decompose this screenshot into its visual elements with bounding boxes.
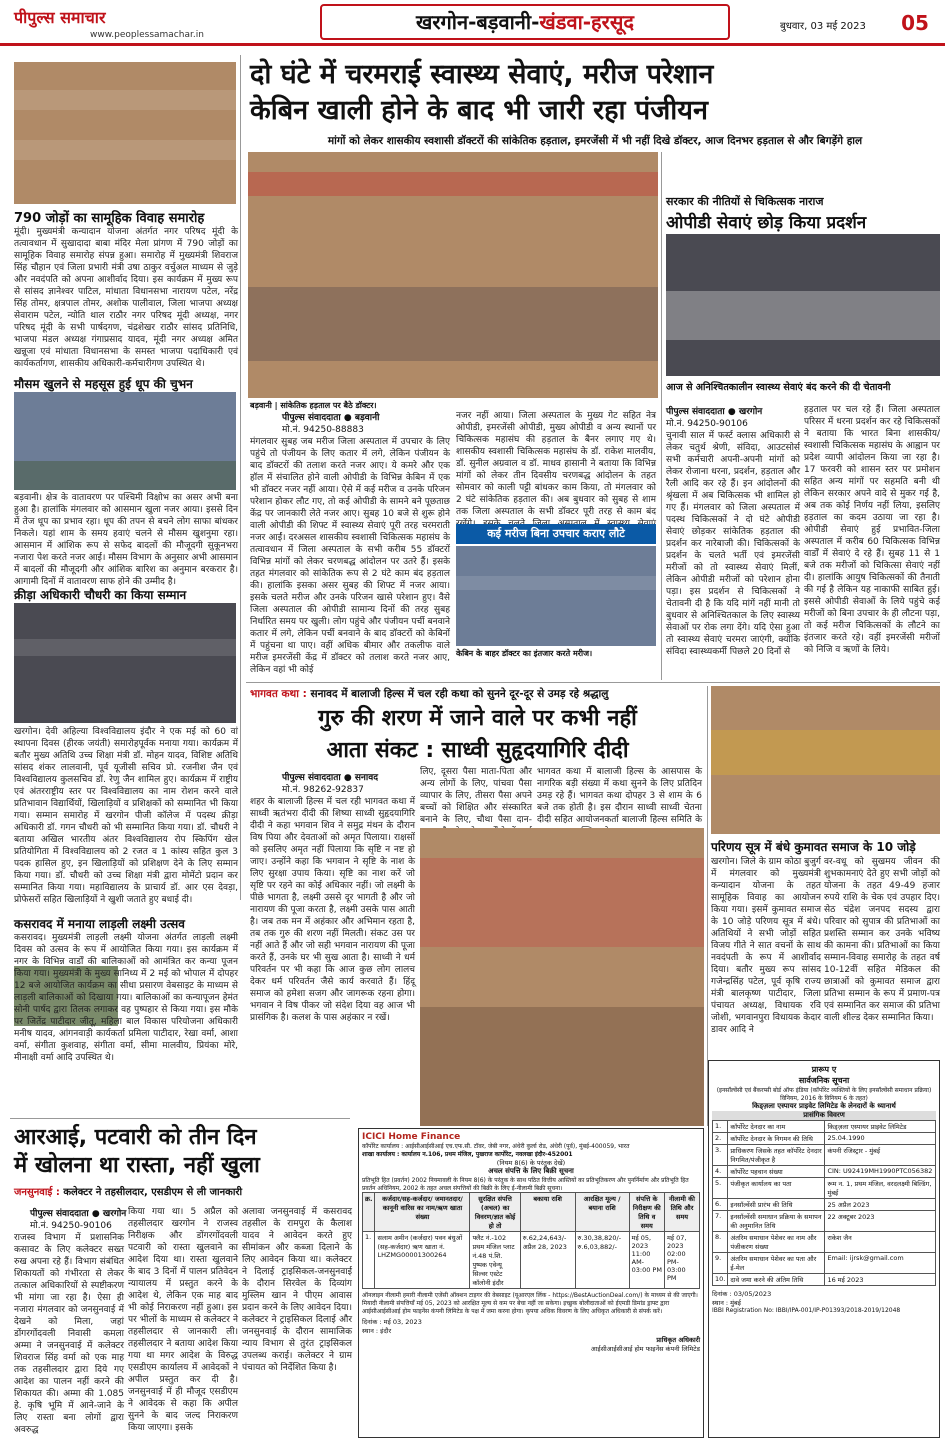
rasta-kicker <box>14 1184 354 1198</box>
form-cell: कॉर्पोरेट देनदार के निगमन की तिथि <box>728 1133 825 1145</box>
form-cell: इनसॉल्वेंसी प्रारंभ की तिथि <box>728 1199 825 1211</box>
icici-branch: शाखा कार्यालय : कार्यालय न.106, प्रथम मंजिल, पुखराज कार्पोरेट, नवलखा इंदौर-452001 <box>362 1151 573 1158</box>
icici-company: आईसीआईसीआई होम फाइनेंस कंपनी लिमिटेड <box>590 1345 700 1353</box>
icici-table <box>362 1192 700 1289</box>
form-table <box>712 1120 936 1286</box>
icici-cell: रु.62,24,643/- अप्रैल 28, 2023 <box>520 1232 575 1289</box>
vivah-headline: परिणय सूत्र में बंधे कुमावत समाज के 10 जोड़े <box>711 840 916 854</box>
story2-body: बड़वानी। क्षेत्र के वातावरण पर पश्चिमी विक्षोभ का असर अभी बना हुआ है। हालांकि मंगलवार को आसमान खुला नजर आया। इससे दिन में तेज धूप का प्रभाव रहा। धूप की तपन से बचने लोग साफा बांधकर निकले। यहां शाम के समय हवाएं चलने से मौसम खुशनुमा रहा। आसमान में आंशिक रूप से सफेद बादलों की मौजूदगी सुकूनभरा नजारा पेश करते नजर आई। मौसम विभाग के अनुसार अभी आसमान में बादलों की मौजूदगी और आंशिक बारिश का अनुमान बरकरार है। आगामी दिनों में वातावरण साफ होने की उम्मीद है। <box>14 493 238 587</box>
form-cell: कंपनी रजिस्ट्रार - मुंबई <box>825 1145 936 1166</box>
mass-wedding-photo <box>14 62 236 204</box>
icici-row <box>363 1232 700 1289</box>
icici-notice-title: (नियम 8(6) के परंतुक देखें) <box>496 1159 566 1167</box>
icici-cell: मई 07, 2023 02:00 PM-03:00 PM <box>664 1232 699 1289</box>
icici-header-cell: क्र. <box>363 1193 375 1232</box>
form-cell: 1. <box>713 1121 728 1133</box>
form-company-line: किड्ज़ला एस्पायर प्राइवेट लिमिटेड के लेनदारों के ध्यानार्थ <box>752 1102 896 1110</box>
form-a-notice <box>708 1060 940 1438</box>
form-cell: 16 मई 2023 <box>825 1274 936 1286</box>
katha-photo <box>420 828 704 1126</box>
form-footer-place: स्थान : मुंबई <box>712 1299 741 1307</box>
icici-notice-sub: अचल संपत्ति के लिए बिक्री सूचना <box>488 1167 574 1175</box>
lead-mobile: मो.नं. 94250-88883 <box>282 425 364 435</box>
form-ibbi: IBBI Registration No: IBBI/IPA-001/IP-P01393/2018-2019/12048 <box>712 1307 901 1314</box>
form-cell: Email: ijrsk@gmail.com <box>825 1253 936 1274</box>
story4-body: कसरावद। मुख्यमंत्री लाड़ली लक्ष्मी योजना अंतर्गत लाड़ली लक्ष्मी दिवस को उत्सव के रूप में आयोजित किया गया। इस कार्यक्रम में नगर के विभिन्न वार्डों की बालिकाओं को आमंत्रित कर कन्या पूजन किया गया। मुख्यमंत्री के मुख्य सानिध्य में 2 मई को भोपाल में दोपहर 12 बजे आयोजित कार्यक्रम का सीधा प्रसारण वेबसाइट के माध्यम से लाड़ली बालिकाओं को दिखाया गया। बालिकाओं का कन्यापूजन हेमंत सोनी पार्षद द्वारा तिलक लगाकर वह पुष्पहार से किया गया। इस मौके पर जितेंद्र पाटीदार जीतू, महिला बाल विकास परियोजना अधिकारी मनीष यादव, आंगनवाड़ी कार्यकर्ता प्रमिला पाटीदार, रेखा वर्मा, आशा वर्मा, संगीता कुशवाह, संगीता वर्मा, सीमा मालवीय, प्रियंका मोरे, मीनाक्षी वर्मा आदि उपस्थित थे। <box>14 933 238 1063</box>
waiting-patients-photo <box>456 546 656 646</box>
region-banner <box>320 4 730 40</box>
form-footer-date: दिनांक : 03/05/2023 <box>712 1290 772 1298</box>
rasta-body-a: राजस्व विभाग में प्रशासनिक कसावट के लिए कलेक्टर सख्त रुख अपना रहे हैं। विभाग संबंधित शिकायतों को गंभीरता से लेकर तत्काल अधिकारियों से स्पष्टीकरण भी मांगा जा रहा है। ऐसा ही नजारा मंगलवार को जनसुनवाई में देखने को मिला, जहां डोंगरगोंदवली निवासी कमला अम्मा ने जनसुनवाई में कलेक्टर शिवराज सिंह वर्मा को एक माह तक तहसीलदार द्वारा दिये गए आदेश का पालन नहीं करने की शिकायत की। अम्मा की 1.085 हे. कृषि भूमि में आने-जाने के लिए रास्ता बना लोगों द्वारा अवरुद्ध <box>14 1233 124 1435</box>
strike-photo <box>248 152 658 398</box>
form-row <box>713 1121 936 1133</box>
form-row <box>713 1166 936 1178</box>
section-divider <box>246 682 940 683</box>
form-row <box>713 1232 936 1253</box>
column-divider <box>661 152 662 680</box>
masthead <box>0 0 945 46</box>
inset-headline: कई मरीज बिना उपचार कराए लौटे <box>456 524 656 544</box>
form-cell: अंतरिम समाधान पेशेवर का नाम और पंजीकरण संख्या <box>728 1232 825 1253</box>
icici-header-cell: सुरक्षित संपत्ति (अचल) का विवरण/ज्ञात कोई हो तो <box>470 1193 520 1232</box>
rasta-headline-2: में खोलना था रास्ता, नहीं खुला <box>14 1153 260 1178</box>
column-divider <box>240 55 241 900</box>
katha-mobile: मो.नं. 98262-92837 <box>282 785 364 795</box>
katha-body-b: लिए, दूसरा पैसा माता-पिता और अन्य लोगों के लिए, पांचवा पैसा व्यापार के लिए, तीसरा पैसा अपने बच्चों को शिक्षित और संस्कारित बनाने के लिए, चौथा पैसा दान- <box>420 767 532 825</box>
form-cell: रूम न. 1, प्रथम मंजिल, वरदलक्ष्मी बिल्डिंग, मुंबई <box>825 1178 936 1199</box>
form-cell: 7. <box>713 1211 728 1232</box>
ops-byline: पीपुल्स संवाददाता ● खरगोन <box>666 407 763 417</box>
katha-body-a: शहर के बालाजी हिल्स में चल रही भागवत कथा में साध्वी ऋतंभरा दीदी की शिष्या साध्वी सुहृदयागिरि दीदी ने कहा भगवान शिव ने समुद्र मंथन के दौरान विष पिया और देवताओं को अमृत पिलाया। राक्षसों को इसलिए अमृत नहीं पिलाया कि सृष्टि न नष्ट हो जाए। उन्होंने कहा कि भगवान ने सृष्टि के नाश के लिए सुरक्षा उपाय किया। सृष्टि का नाश करें जो सृष्टि पर रहने का कोई अधिकार नहीं। जो लक्ष्मी के पीछे भागता है, लक्ष्मी उससे दूर भागती है और जो नारायण की पूजा करता है, लक्ष्मी उसके पास आती है। जब तक मन में अहंकार और अभिमान रहता है, तब तक गुरु की शरण नहीं मिलती। संकट उस पर नहीं आते हैं और जो सही भगवान नारायण की पूजा करते हैं, उनके घर भी सुख आता है। साध्वी ने धर्म परिवर्तन पर भी कहा कि आज कुछ लोग लालच देकर धर्म परिवर्तन जैसे कार्य करवाते हैं। हिंदू समाज को हमेशा सजग और जागरूक रहना होगा। भगवान ने विष पीकर जो संदेश दिया वह आज भी प्रासंगिक है। कलश के पास अहंकार न रखें। <box>250 797 415 1023</box>
form-cell: कॉर्पोरेट देनदार का नाम <box>728 1121 825 1133</box>
form-cell: 25 अप्रैल 2023 <box>825 1199 936 1211</box>
icici-header-cell: बकाया राशि <box>520 1193 575 1232</box>
form-cell: 5. <box>713 1178 728 1199</box>
dateline: बुधवार, 03 मई 2023 <box>780 21 866 32</box>
newspaper-logo: पीपुल्स समाचार <box>14 8 106 27</box>
form-cell: 3. <box>713 1145 728 1166</box>
form-cell: 10. <box>713 1274 728 1286</box>
award-photo <box>14 603 236 723</box>
icici-corporate: कॉर्पोरेट कार्यालय : आईसीआईसीआई एच.एफ.सी. टॉवर, जेबी नगर, अंधेरी कुर्ला रोड, अंधेरी (पूर्व), मुंबई-400059, भारत <box>362 1143 630 1150</box>
form-cell: दावे जमा करने की अंतिम तिथि <box>728 1274 825 1286</box>
ops-body-b: हड़ताल पर चल रहे हैं। जिला अस्पताल परिसर में धरना प्रदर्शन कर रहे चिकित्सकों ने बताया कि भारत बिना शासकीय/ स्वशासी चिकित्सक महासंघ के आह्वान पर प्रदेश व्यापी आंदोलन किया जा रहा है। 17 फरवरी को शासन स्तर पर प्रमोशन सहित अन्य मांगों पर सहमति बनी थी लेकिन सरकार अपने वादे से मुकर गई है, अब तक कोई निर्णय नहीं लिया, इसलिए हड़ताल का कदम उठाया जा रहा है। ओपीडी सेवाएं हुई प्रभावित-जिला अस्पताल में करीब 60 चिकित्सक विभिन्न वार्डों में सेवाएं दे रहे हैं। सुबह 11 से 1 बजे तक मरीजों को चिकित्सा सेवाएं नहीं दी। हालांकि आयुष चिकित्सकों की तैनाती की गई है लेकिन यह नाकाफी साबित हुई। इससे ओपीडी सेवाओं के लिये पहुंचे कई मरीजों को बिना उपचार के ही लौटना पड़ा, तो कई मरीज चिकित्सकों के लौटने का इंतजार करते रहे। वहीं इमरजेंसी मरीजों को निजि व ऋणों के लिये। <box>804 405 940 655</box>
form-title: प्रारूप ए <box>811 1065 837 1074</box>
rasta-body-c: अलावा जनसुनवाई में कसरावद तहसील के रामपुरा के कैलाश यादव ने आवेदन करते हुए सीमांकन और कब्जा दिलाने के लिए आवेदन किया था। कलेक्टर ने दिलाई ट्राइसिकल-जनसुनवाई के दौरान सिरवेल के दिव्यांग मुस्लिम खान ने पीएम आवास प्रदान करने के लिए आवेदन दिया। कलेक्टर ने ट्राइसिकल दिलाई और जनसुनवाई के दौरान सामाजिक न्याय विभाग से तुरंत ट्राइसिकल उपलब्ध कराई। कलेक्टर ने ग्राम पंचायत को निर्देशित किया है। <box>242 1207 352 1373</box>
icici-logo: ICICI Home Finance <box>362 1132 461 1142</box>
form-row <box>713 1133 936 1145</box>
form-section: प्रासंगिक विवरण <box>712 1111 936 1120</box>
icici-body: ऑनलाइन नीलामी हमारी नीलामी एजेंसी ऑक्शन टाइगर की वेबसाइट (यूआरएल लिंक - https://BestAuctionDeal.com/) के माध्यम से की जाएगी। मियादी नीलामी संपत्तियाँ मई 05, 2023 को आरक्षित मूल्य से कम पर बेचा नहीं जा सकेगा। इच्छुक बोलीदाताओं को ईएमडी डिमांड ड्राफ्ट द्वारा आईसीआईसीआई होम फाइनेंस कंपनी लिमिटेड के पक्ष में जमा करना होगा। कृपया अधिक विवरण के लिए अधिकृत अधिकारी से संपर्क करें। <box>362 1292 698 1315</box>
region-red: खंडवा-हरसूद <box>539 10 634 34</box>
icici-date: दिनांक : मई 03, 2023 <box>362 1318 422 1326</box>
page-number: 05 <box>901 11 929 35</box>
katha-kicker-red: भागवत कथा : <box>250 688 307 700</box>
story1-body: मूंदी। मुख्यमंत्री कन्यादान योजना अंतर्गत नगर परिषद मूंदी के तत्वावधान में सुखादादा बाबा मंदिर मेला प्रांगण में 790 जोड़ों का सामूहिक विवाह समारोह संपन्न हुआ। समारोह में मुख्यमंत्री शिवराज सिंह चौहान एवं जिला प्रभारी मंत्री उषा ठाकुर वर्चुअल माध्यम से जुड़े और नवदंपति को अपना आशीर्वाद दिया। इस कार्यक्रम में मुख्य रूप से सांसद ज्ञानेश्वर पाटिल, मांधाता विधानसभा नारायण पटेल, नरेंद्र सिंह तोमर, क्षत्रपाल तोमर, अशोक पालीवाल, जिला भाजपा अध्यक्ष सेवाराम पटेल, न्योति थाल राठौर नगर परिषद मूंदी अध्यक्ष, नगर परिषद मूंदी के सभी पार्षदगण, चंद्रशेखर राठौर सांसद प्रतिनिधि, भाजपा मंडल अध्यक्ष गंगाप्रसाद यादव, मूंदी नगर अध्यक्ष अमित खन्नूजा एवं मांधाता विधानसभा के समस्त भाजपा पदाधिकारी एवं कार्यकर्तागण, शासकीय अधिकारी-कर्मचारीगण उपस्थित थे। <box>14 227 238 369</box>
lead-byline: पीपुल्स संवाददाता ● बड़वानी <box>282 413 380 423</box>
form-row <box>713 1199 936 1211</box>
form-cell: 8. <box>713 1232 728 1253</box>
form-cell: 22 अक्टूबर 2023 <box>825 1211 936 1232</box>
form-subtitle: सार्वजनिक सूचना <box>798 1076 850 1085</box>
form-row <box>713 1274 936 1286</box>
form-cell: प्राधिकरण जिसके तहत कॉर्पोरेट देनदार निगमित/पंजीकृत है <box>728 1145 825 1166</box>
form-row <box>713 1211 936 1232</box>
form-cell: 2. <box>713 1133 728 1145</box>
form-cell: 25.04.1990 <box>825 1133 936 1145</box>
story1-headline: 790 जोड़ों का सामूहिक विवाह समारोह <box>14 211 205 226</box>
story3-body: खरगोन। देवी अहिल्या विश्वविद्यालय इंदौर ने एक मई को 60 वां स्थापना दिवस (हीरक जयंती) समारोहपूर्वक मनाया गया। कार्यक्रम में बतौर मुख्य अतिथि उच्च शिक्षा मंत्री डॉ. मोहन यादव, विशिष्ट अतिथि सांसद शंकर लालवानी, पूर्व यूजीसी सचिव प्रो. रजनीश जैन एवं विश्वविद्यालय कुलसचिव डॉ. रेणु जैन शामिल हुए। कार्यक्रम में राष्ट्रीय एवं अंतरराष्ट्रीय स्तर पर विश्वविद्यालय का नाम रोशन करने वाले प्रतिभावान विद्यार्थियों, खिलाड़ियों व प्रशिक्षकों को सम्मानित भी किया गया। सम्मान समारोह में खरगोन पीजी कॉलेज में पदस्थ क्रीड़ा अधिकारी डॉ. गगन चौधरी को भी सम्मानित किया गया। डॉ. चौधरी ने बताया अखिल भारतीय अंतर विश्वविद्यालय रोप स्किपिंग खेल प्रतियोगिता में विश्वविद्यालय को 2 रजत व 1 कांस्य सहित कुल 3 पदक हासिल हुए, इन खिलाड़ियों को प्रशिक्षण देने के लिए सम्मान किया गया। डॉ. चौधरी को उच्च शिक्षा मंत्री द्वारा मोमेंटो प्रदान कर सम्मानित किया गया। महाविद्यालय के प्राचार्य डॉ. आर एस देवड़ा, प्रोफेसरों सहित खिलाड़ियों ने खुशी जताते हुए बधाई दी। <box>14 727 238 905</box>
icici-cell: रु.30,38,820/- रु.6,03,882/- <box>575 1232 629 1289</box>
form-cell: CIN: U92419MH1990PTC056382 <box>825 1166 936 1178</box>
rasta-mobile: मो.नं. 94250-90106 <box>30 1221 112 1231</box>
lead-headline-1: दो घंटे में चरमराई स्वास्थ्य सेवाएं, मरीज परेशान <box>250 59 714 90</box>
icici-header-cell: आरक्षित मूल्य / बयाना राशि <box>575 1193 629 1232</box>
story2-headline: मौसम खुलने से महसूस हुई धूप की चुभन <box>14 377 193 391</box>
rasta-body-b: किया गया था। 5 अप्रैल को तहसीलदार खरगोन ने राजस्व निरीक्षक और डोंगरगोंदवली पटवारी को रास्ता खुलवाने का आदेश दिया था। रास्ता खुलवाने के बाद 3 दिनों में पालन प्रतिवेदन न्यायालय में प्रस्तुत करने के आदेश थे, लेकिन एक माह बाद भी कोई निराकरण नहीं हुआ। इस पर भीलों के माध्यम से कलेक्टर ने तहसीलदार से जानकारी ली। तहसीलदार ने बताया आदेश किया गया था मगर आदेश के विरुद्ध एसडीएम कार्यालय में आवेदकों ने अपील प्रस्तुत कर दी है। जनसुनवाई में ही मौजूद एसडीएम ने आवेदक से कहा कि अपील सुनने के बाद जल्द निराकरण किया जाएगा। इसके <box>128 1207 238 1433</box>
ops-body-a: चुनावी साल में फर्स्ट क्लास अधिकारी से लेकर चतुर्थ श्रेणी, संविदा, आउटसोर्स सभी कर्मचारी अपनी-अपनी मांगों को लेकर रोजाना धरना, प्रदर्शन, हड़ताल और रैली आदि कर रहे हैं। इन आंदोलनों की श्रृंखला में अब चिकित्सक भी शामिल हो गए हैं। मंगलवार को जिला अस्पताल में पदस्थ चिकित्सकों ने दो घंटे ओपीडी सेवाएं छोड़कर सांकेतिक हड़ताल की प्रदर्शन कर नारेबाजी की। चिकित्सकों के प्रदर्शन के चलते भर्ती एवं इमरजेंसी मरीजों को तो स्वास्थ्य सेवाएं मिलीं, लेकिन ओपीडी मरीजों को परेशान होना पड़ा। इस प्रदर्शन से चिकित्सकों ने चेतावनी दी है कि यदि मांगें नहीं मानी तो बुधवार से अनिश्चितकाल के लिए स्वास्थ्य सेवाओं पर रोक लगा देंगे। यदि ऐसा हुआ तो स्वास्थ्य सेवाएं चरमरा जाएंगी, क्योंकि संविदा स्वास्थ्यकर्मी पिछले 20 दिनों से <box>666 431 800 657</box>
weather-photo <box>14 392 236 490</box>
lead-deck: मांगों को लेकर शासकीय स्वशासी डॉक्टरों की सांकेतिक हड़ताल, इमरजेंसी में भी नहीं दिखे डॉक्टर, आज दिनभर हड़ताल से और बिगड़ेंगे हाल <box>327 135 863 147</box>
form-row <box>713 1178 936 1199</box>
site-url[interactable]: www.peoplessamachar.in <box>90 30 204 40</box>
rasta-kicker-text: कलेक्टर ने तहसीलदार, एसडीएम से ली जानकारी <box>63 1187 243 1198</box>
region-black: खरगोन-बड़वानी- <box>416 10 540 34</box>
ops-mobile: मो.नं. 94250-90106 <box>666 419 748 429</box>
lead-headline-2: केबिन खाली होने के बाद भी जारी रहा पंजीयन <box>250 95 708 126</box>
form-cell: पंजीकृत कार्यालय का पता <box>728 1178 825 1199</box>
icici-notice <box>358 1128 704 1438</box>
form-sub2: (इनसॉल्वेंसी एवं बैंकरप्सी बोर्ड ऑफ इंडिया (कॉर्पोरेट व्यक्तियों के लिए इनसॉल्वेंसी समाधान प्रक्रिया) विनियम, 2016 के विनियम 6 के तहत) <box>716 1087 932 1102</box>
icici-header-cell: संपत्ति के निरीक्षण की तिथि व समय <box>629 1193 664 1232</box>
form-cell: 4. <box>713 1166 728 1178</box>
lead-body-b: नजर नहीं आया। जिला अस्पताल के मुख्य गेट सहित नेत्र ओपीडी, इमरजेंसी ओपीडी, मुख्य ओपीडी व अन्य स्थानों पर चिकित्सक महासंघ की हड़ताल के बैनर लगाए गए थे। शासकीय स्वशासी चिकित्सक महासंघ के डॉ. राकेश मालवीय, डॉ. सुनील अग्रवाल व डॉ. माधव हासानी ने बताया कि विभिन्न मांगों को लेकर तीन दिवसीय चरणबद्ध आंदोलन के तहत सोमवार को काली पट्टी बांधकर काम किया, तो मंगलवार को 2 घंटे सांकेतिक हड़ताल की। अब बुधवार को सुबह से शाम तक जिला अस्पताल के सभी डॉक्टर पूरी तरह से काम बंद <box>456 411 656 517</box>
katha-byline: पीपुल्स संवाददाता ● सनावद <box>282 773 379 783</box>
vivah-body-a: खरगोन। जिले के ग्राम कोठा बुजुर्ग में मंगलवार को मुख्यमंत्री कन्यादान योजना के तहत सामूहिक विवाह का आयोजन किया गया। इसमें कुमावत समाज के 10 जोड़े परिणय सूत्र में बंधे। अतिथियों ने सभी जोड़ों सहित विजय गीते ने सात वचनों के साथ नवदंपती के रूप में आशीर्वाद दिया। बतौर मुख्य रूप सांसद गजेन्द्रसिंह पटेल, पूर्व कृषि राज्य मंत्री बालकृष्ण पाटीदार, जिला पंचायत अध्यक्ष, विधायक रवि जोशी, भगवानपुरा विधायक केदार डावर आदि ने <box>711 857 821 1035</box>
story3-headline: क्रीड़ा अधिकारी चौधरी का किया सम्मान <box>14 588 187 602</box>
icici-cell: 1. <box>363 1232 375 1289</box>
katha-headline-1: गुरु की शरण में जाने वाले पर कभी नहीं <box>318 706 637 731</box>
section-divider <box>10 1118 350 1119</box>
form-row <box>713 1145 936 1166</box>
katha-body-c: भागवत कथा में बालाजी हिल्स के आसपास के नागरिक बड़ी संख्या में कथा सुनने के लिए प्रतिदिन उमड़ रहे हैं। भागवत कथा दोपहर 3 से शाम के 6 बजे तक होती है। इस दौरान साध्वी साध्वी चेतना दीदी सहित आयोजनकर्ता बालाजी हिल्स समिति के <box>537 767 702 825</box>
form-cell: इनसॉल्वेंसी समाधान प्रक्रिया के समापन की अनुमानित तिथि <box>728 1211 825 1232</box>
form-row <box>713 1253 936 1274</box>
opd-protest-photo <box>666 234 940 376</box>
form-cell: कॉर्पोरेट पहचान संख्या <box>728 1166 825 1178</box>
icici-cell: फ्लैट नं.-102 प्रथम मंजिल प्लाट नं.48 पं.शि. पुष्पक एवेन्यू सिल्वर एस्टेट कॉलोनी इंदौर <box>470 1232 520 1289</box>
icici-cell: मई 05, 2023 11:00 AM-03:00 PM <box>629 1232 664 1289</box>
icici-intro: प्रतिभूति हित (प्रवर्तन) 2002 नियमावली के नियम 8(6) के परंतुक के साथ पठित वित्तीय आस्तियों का प्रतिभूतिकरण और पुनर्निर्माण और प्रतिभूति हित प्रवर्तन अधिनियम, 2002 के तहत अचल संपत्तियों की बिक्री के लिए ई-नीलामी बिक्री सूचना। <box>362 1177 689 1192</box>
icici-sign: प्राधिकृत अधिकारी <box>656 1336 700 1344</box>
icici-header-row <box>363 1193 700 1232</box>
ops-caption: आज से अनिश्चितकालीन स्वास्थ्य सेवाएं बंद करने की दी चेतावनी <box>666 382 891 393</box>
rasta-headline-1: आरआई, पटवारी को तीन दिन <box>14 1125 257 1150</box>
form-cell: 9. <box>713 1253 728 1274</box>
couples-photo <box>711 686 940 834</box>
vivah-body-b: वर-वधू को सुखमय जीवन की शुभकामनाएं देते हुए सभी जोड़ों को योजना के तहत 49-49 हजार रुपये राशि के चेक एवं उपहार दिए। सेठ चंद्रेश जनपद सदस्य द्वारा परिवार को सुपात्र की प्रतिभाओं का प्रशस्ति सम्मान कर उनके भविष्य की कामना की। प्रतिभाओं का किया सम्मान-विवाह समारोह के तहत वर्ष 10-12वीं सहित मेडिकल की छात्राओं को कुमावत समाज द्वारा प्रतिभा सम्मान के रूप में प्रमाण-पत्र एवं सम्मानित कर समाज की प्रतिभा वाली शील्ड देकर सम्मानित किया। <box>824 857 940 1023</box>
icici-header-cell: नीलामी की तिथि और समय <box>664 1193 699 1232</box>
icici-cell: सलाम अमीन (कर्जदार) पवन बंधुओं (सह-कर्जदार) ऋण खाता नं. LHZMG00001300264 <box>375 1232 470 1289</box>
form-cell: किड्ज़ला एस्पायर प्राइवेट लिमिटेड <box>825 1121 936 1133</box>
katha-headline-2: आता संकट : साध्वी सुहृदयागिरि दीदी <box>326 738 629 763</box>
story4-headline: कसरावद में मनाया लाड़ली लक्ष्मी उत्सव <box>14 917 185 931</box>
ops-kicker: सरकार की नीतियों से चिकित्सक नाराज <box>666 195 824 208</box>
icici-place: स्थान : इंदौर <box>362 1327 392 1335</box>
form-cell: राकेश जैन <box>825 1232 936 1253</box>
katha-kicker <box>250 687 705 701</box>
icici-header-cell: कर्जदार/सह-कर्जदार/ जमानतदार/कानूनी वारिस का नाम/ऋण खाता संख्या <box>375 1193 470 1232</box>
lead-body-a: मंगलवार सुबह जब मरीज जिला अस्पताल में उपचार के लिए पहुंचे तो पंजीयन के लिए कतार में लगे, लेकिन पंजीयन के बाद डॉक्टरों की तलाश करते नजर आए। ये कमरे और एक हॉल में संचालित होने वाली ओपीडी के विभिन्न केबिन में एक भी डॉक्टर नजर नहीं आया। ऐसे में कई मरीज व उनके परिजन परेशान होकर लौट गए, तो कई ओपीडी के सामने बने पूछताछ केंद्र पर जानकारी लेते नजर आए। सुबह 10 बजे से शुरू होने वाली ओपीडी की शिफ्ट में स्वास्थ्य सेवाएं पूरी तरह चरमराती नजर आईं। दरअसल शासकीय स्वशासी चिकित्सक महासंघ के तत्वावधान में जिला अस्पताल के सभी करीब 55 डॉक्टरों विभिन्न मांगों को लेकर चरणबद्ध आंदोलन पर उतरे हैं। इसके तहत मंगलवार को सांकेतिक रूप से 2 घंटे काम बंद हड़ताल की। हालांकि इसका असर सुबह की शिफ्ट में नजर आया। इसके चलते मरीज और उनके परिजन खासे परेशान हुए। वैसे जिला अस्पताल की ओपीडी सामान्य दिनों की तरह सुबह निर्धारित समय पर खुली। लोग पहुंचे और पंजीयन पर्ची बनवाने कतार में लगे, लेकिन पर्ची बनवाने के बाद डॉक्टरों को केबिनों में पहुंचना था पाए। वहीं अधिक बीमार और तकलीफ वाले मरीज इमरजेंसी केंद्र में डॉक्टर को तलाश करते नजर आए, लेकिन वहां भी कोई <box>250 437 450 675</box>
inset-caption: केबिन के बाहर डॉक्टर का इंतजार करते मरीज। <box>456 649 593 658</box>
ops-headline: ओपीडी सेवाएं छोड़ किया प्रदर्शन <box>666 213 867 233</box>
form-cell: 6. <box>713 1199 728 1211</box>
strike-caption: बड़वानी | सांकेतिक हड़ताल पर बैठे डॉक्टर। <box>250 401 377 410</box>
form-cell: अंतरिम समाधान पेशेवर का पता और ई-मेल <box>728 1253 825 1274</box>
rasta-byline: पीपुल्स संवाददाता ● खरगोन <box>30 1209 127 1219</box>
rasta-kicker-red: जनसुनवाई : <box>14 1187 60 1198</box>
katha-kicker-text: सनावद में बालाजी हिल्स में चल रही कथा को सुनने दूर-दूर से उमड़ रहे श्रद्धालु <box>310 688 609 700</box>
